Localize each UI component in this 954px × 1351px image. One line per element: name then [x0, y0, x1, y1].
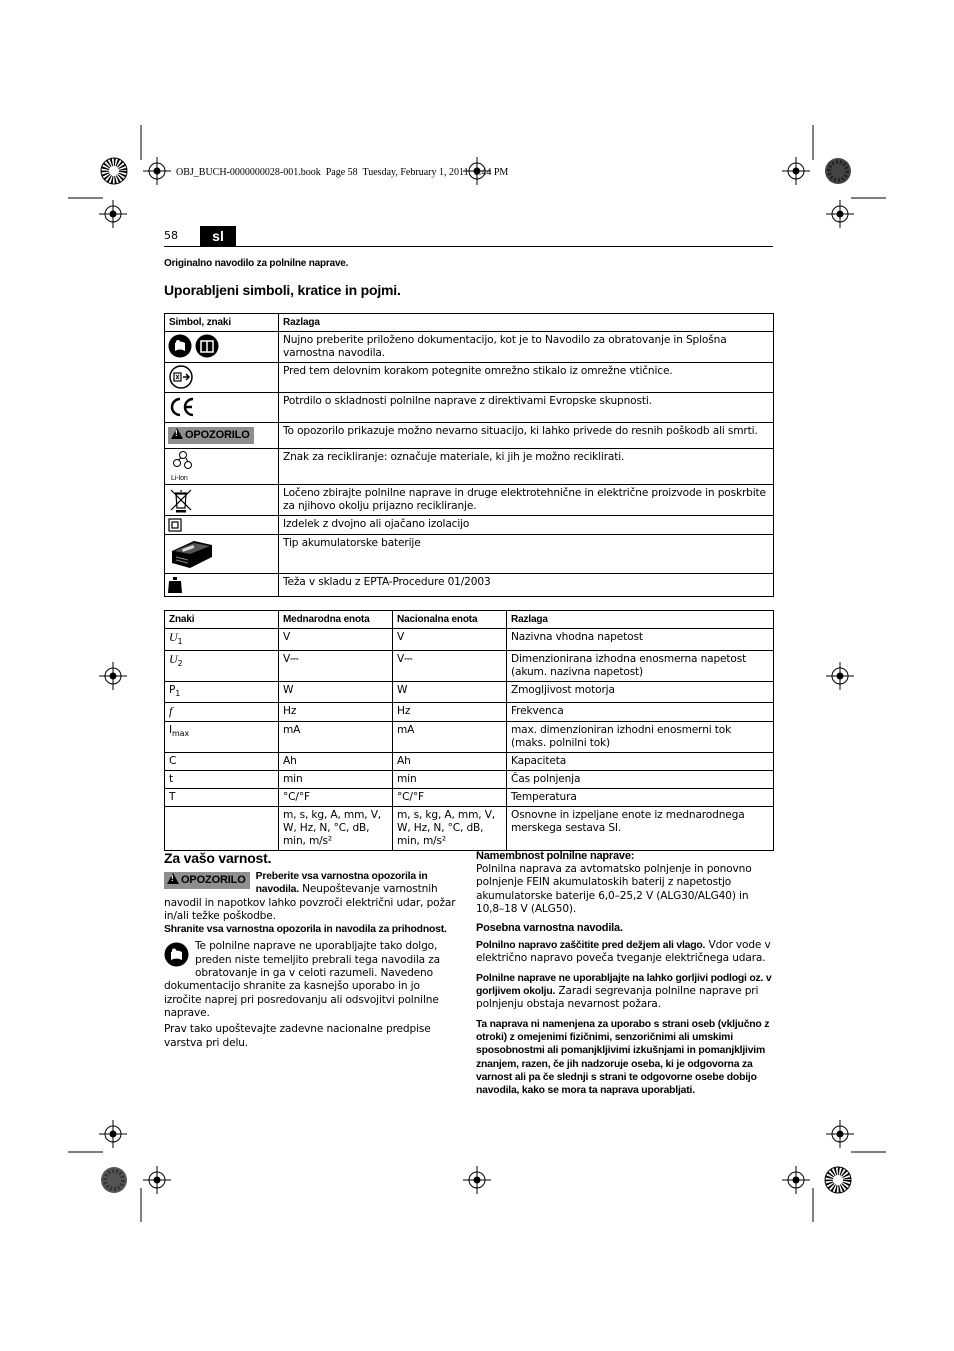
national-unit: °C/°F — [393, 789, 507, 807]
symbol-text: Znak za recikliranje: označuje materiale, ki jih je možno reciklirati. — [279, 449, 774, 485]
read-manual-icon — [168, 334, 192, 358]
unit-description: Čas polnjenja — [507, 771, 774, 789]
warning-text: Neupoštevanje varnostnih navodil in napotkov lahko povzroči električni udar, požar in/ali težke poškodbe. — [164, 883, 456, 922]
table-row — [165, 807, 774, 851]
national-unit: V⎓ — [393, 651, 507, 682]
purpose-text: Polnilna naprava za avtomatsko polnjenje in ponovno polnjenje FEIN akumulatoskih baterij z napetostjo akumulatorske baterije 6,0–25,2 V (ALG30/ALG40) in 10,8–18 V (ALG50). — [476, 863, 752, 915]
intl-unit: mA — [279, 722, 393, 753]
fire-bold: Polnilne naprave ne uporabljajte na lahko gorljivi podlogi oz. v gorljivem okolju. — [476, 972, 772, 998]
intl-unit: V⎓ — [279, 651, 393, 682]
table-row — [165, 629, 774, 651]
intl-unit: Ah — [279, 753, 393, 771]
right-column — [476, 850, 773, 1097]
language-tab — [200, 226, 236, 246]
unit-symbol: T — [165, 789, 279, 807]
purpose-title: Namembnost polnilne naprave: — [476, 850, 635, 862]
rain-paragraph — [476, 939, 773, 966]
header-rule — [164, 246, 773, 247]
symbol-text: Tip akumulatorske baterije — [279, 535, 774, 574]
left-column — [164, 850, 458, 1050]
manual-paragraph — [164, 940, 458, 1020]
unit-description: Nazivna vhodna napetost — [507, 629, 774, 651]
table-row — [165, 363, 774, 393]
national-unit: Hz — [393, 703, 507, 722]
warning-badge-label: OPOZORILO — [181, 874, 246, 886]
units-table — [164, 610, 774, 851]
manual-text: Te polnilne naprave ne uporabljajte tako dolgo, preden niste temeljito prebrali tega navodila za obratovanje in ga v celoti razumeli. Navedeno dokumentacijo shranite za kasnejšo uporabo in jo izročite naprej pri posredovanju ali odsvojitvi polnilne naprave. — [164, 940, 440, 1019]
symbol-text: Pred tem delovnim korakom potegnite omrežno stikalo iz omrežne vtičnice. — [279, 363, 774, 393]
header-national-unit: Nacionalna enota — [393, 611, 507, 629]
subtitle: Originalno navodilo za polnilne naprave. — [164, 258, 349, 269]
special-safety-title: Posebna varnostna navodila. — [476, 922, 623, 935]
symbols-table — [164, 313, 774, 597]
rain-text: Vdor vode v električno napravo poveča tveganje električnega udara. — [476, 939, 771, 965]
table-row — [165, 535, 774, 574]
page-number: 58 — [164, 229, 178, 242]
unit-symbol: I — [169, 724, 172, 737]
recycle-icon — [168, 450, 198, 472]
fire-paragraph — [476, 972, 773, 1012]
crossed-bin-icon — [168, 487, 194, 513]
table-row — [165, 516, 774, 535]
national-unit: V — [393, 629, 507, 651]
safety-title: Za vašo varnost. — [164, 850, 272, 866]
national-unit: W — [393, 682, 507, 703]
warning-paragraph — [164, 870, 458, 923]
unit-description: Kapaciteta — [507, 753, 774, 771]
header-explanation: Razlaga — [279, 314, 774, 332]
table-row — [165, 449, 774, 485]
table-row — [165, 574, 774, 597]
intl-unit: °C/°F — [279, 789, 393, 807]
national-regulations: Prav tako upoštevajte zadevne nacionalne predpise varstva pri delu. — [164, 1023, 431, 1049]
unit-symbol: C — [165, 753, 279, 771]
intl-unit: V — [279, 629, 393, 651]
rain-bold: Polnilno napravo zaščitite pred dežjem ali vlago. — [476, 940, 706, 952]
language-tab-label: sl — [212, 228, 224, 244]
unplug-icon — [168, 365, 194, 389]
symbol-text: Ločeno zbirajte polnilne naprave in druge elektrotehnične in električne proizvode in poskrbite za njihovo okolju prijazno recikliranje. — [279, 485, 774, 516]
intl-unit: m, s, kg, A, mm, V, W, Hz, N, °C, dB, min, m/s² — [279, 807, 393, 851]
header-signs: Znaki — [165, 611, 279, 629]
national-unit: Ah — [393, 753, 507, 771]
table-row — [165, 485, 774, 516]
symbol-text: Izdelek z dvojno ali ojačano izolacijo — [279, 516, 774, 535]
book-icon — [195, 334, 219, 358]
unit-description: Dimenzionirana izhodna enosmerna napetost (akum. nazivna napetost) — [507, 651, 774, 682]
national-unit: m, s, kg, A, mm, V, W, Hz, N, °C, dB, min, m/s² — [393, 807, 507, 851]
warning-triangle-icon — [171, 428, 183, 439]
table-row — [165, 682, 774, 703]
intl-unit: W — [279, 682, 393, 703]
national-unit: mA — [393, 722, 507, 753]
symbols-table-header — [165, 314, 774, 332]
symbol-text: To opozorilo prikazuje možno nevarno situacijo, ki lahko privede do resnih poškodb ali smrti. — [279, 423, 774, 449]
warning-badge — [168, 427, 254, 444]
fire-text: Zaradi segrevanja polnilne naprave pri polnjenju obstaja nevarnost požara. — [476, 985, 759, 1011]
unit-subscript: 1 — [177, 637, 183, 647]
units-table-header — [165, 611, 774, 629]
unit-description: Frekvenca — [507, 703, 774, 722]
symbol-text: Teža v skladu z EPTA-Procedure 01/2003 — [279, 574, 774, 597]
unit-description: Temperatura — [507, 789, 774, 807]
table-row — [165, 789, 774, 807]
warning-bold: Preberite vsa varnostna opozorila in navodila. — [255, 871, 428, 896]
unit-subscript: 2 — [177, 659, 183, 669]
unit-description: Osnovne in izpeljane enote iz mednarodnega merskega sestava SI. — [507, 807, 774, 851]
ce-mark-icon — [168, 396, 196, 418]
national-unit: min — [393, 771, 507, 789]
symbol-text: Nujno preberite priloženo dokumentacijo, kot je to Navodilo za obratovanje in Splošna varnostna navodila. — [279, 332, 774, 363]
print-header: OBJ_BUCH-0000000028-001.book Page 58 Tuesday, February 1, 2011 1:44 PM — [176, 167, 509, 178]
header-intl-unit: Mednarodna enota — [279, 611, 393, 629]
intl-unit: min — [279, 771, 393, 789]
table-row — [165, 753, 774, 771]
li-ion-label: Li-Ion — [171, 475, 188, 482]
unit-subscript: max — [171, 729, 189, 739]
keep-instructions: Shranite vsa varnostna opozorila in navodila za prihodnost. — [164, 924, 447, 936]
weight-icon — [168, 577, 182, 593]
intl-unit: Hz — [279, 703, 393, 722]
unit-symbol: P — [169, 684, 176, 697]
unit-symbol — [165, 807, 279, 851]
battery-pack-icon — [168, 537, 216, 571]
unit-description: Zmogljivost motorja — [507, 682, 774, 703]
table-row — [165, 332, 774, 363]
table-row — [165, 393, 774, 423]
unit-symbol: f — [169, 704, 173, 719]
unit-symbol: t — [165, 771, 279, 789]
unit-subscript: 1 — [175, 689, 181, 699]
double-insulation-icon — [168, 518, 182, 532]
warning-triangle-icon — [167, 873, 179, 884]
table-row — [165, 722, 774, 753]
table-row — [165, 703, 774, 722]
read-manual-icon — [164, 942, 189, 967]
header-symbol: Simbol, znaki — [165, 314, 279, 332]
table-row — [165, 651, 774, 682]
header-explanation: Razlaga — [507, 611, 774, 629]
table-row — [165, 771, 774, 789]
unit-symbol: U — [169, 630, 178, 644]
warning-badge — [164, 872, 250, 889]
table-row — [165, 423, 774, 449]
unit-description: max. dimenzioniran izhodni enosmerni tok (maks. polnilni tok) — [507, 722, 774, 753]
symbol-text: Potrdilo o skladnosti polnilne naprave z direktivami Evropske skupnosti. — [279, 393, 774, 423]
warning-badge-label: OPOZORILO — [185, 429, 250, 441]
unit-symbol: U — [169, 652, 178, 667]
children-warning: Ta naprava ni namenjena za uporabo s strani oseb (vključno z otroki) z omejenimi fizičnimi, senzoričnimi ali umskimi sposobnostmi ali pomanjkljivimi izkušnjami in pomanjkljivim znanjem, razen, če jih nadzoruje oseba, ki je odgovorna za varnost ali pa če slednji s strani te odgovorne osebe dobijo navodila, kako se mora ta naprava uporabljati. — [476, 1018, 770, 1097]
section-title: Uporabljeni simboli, kratice in pojmi. — [164, 282, 401, 298]
